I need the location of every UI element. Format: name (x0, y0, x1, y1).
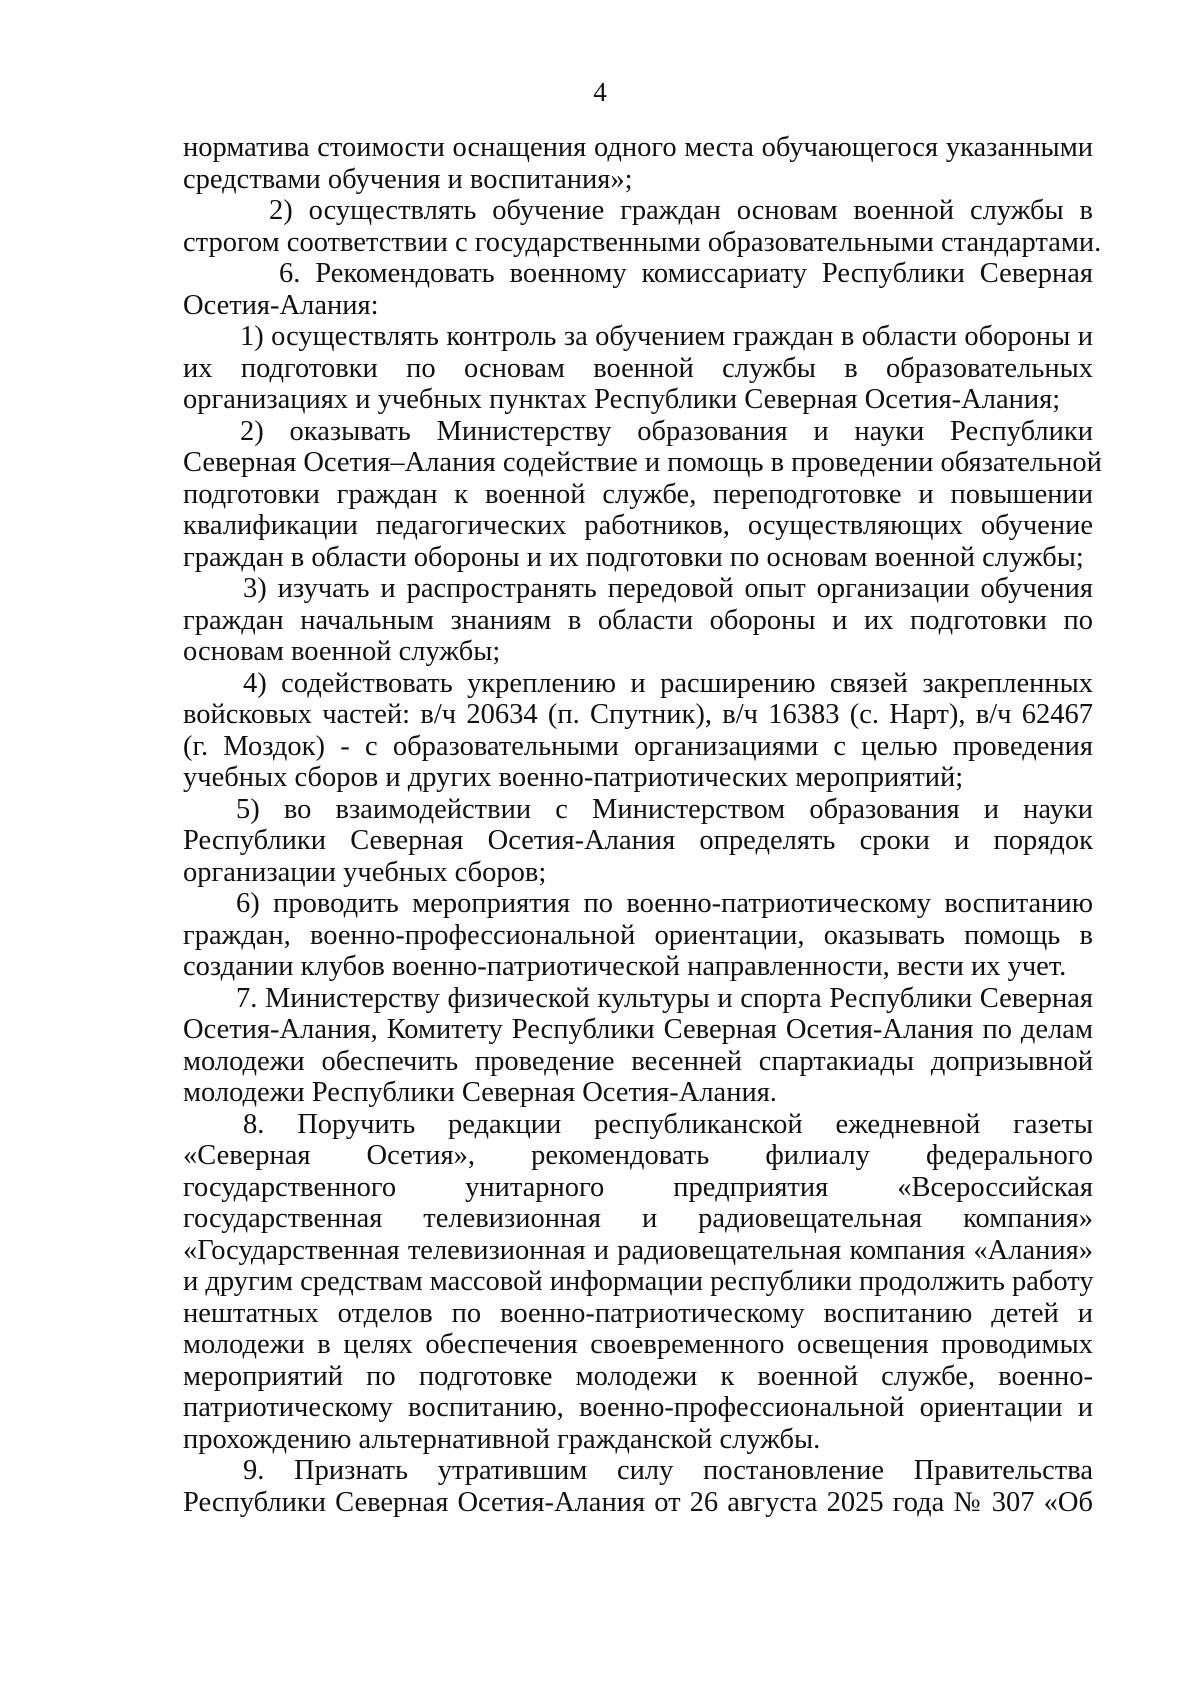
text-line: 1) осуществлять контроль за обучением граждан в области обороны и (240, 321, 1093, 352)
text-line: Осетия-Алания, Комитету Республики Северная Осетия-Алания по делам (183, 1014, 1093, 1045)
text-line: 9. Признать утратившим силу постановление Правительства (243, 1455, 1093, 1486)
text-line: молодежи обеспечить проведение весенней спартакиады допризывной (183, 1045, 1093, 1077)
text-line: 7. Министерству физической культуры и спорта Республики Северная (236, 982, 1093, 1014)
text-line: Республики Северная Осетия-Алания от 26 августа 2025 года № 307 «Об (183, 1486, 1093, 1518)
text-line: 8. Поручить редакции республиканской ежедневной газеты (243, 1108, 1093, 1140)
text-line: государственная телевизионная и радиовещательная компания» (183, 1203, 1093, 1234)
text-line: мероприятий по подготовке молодежи к военной службе, военно- (183, 1360, 1093, 1392)
text-line: войсковых частей: в/ч 20634 (п. Спутник), в/ч 16383 (с. Нарт), в/ч 62467 (183, 699, 1093, 730)
text-line: «Северная Осетия», рекомендовать филиалу федерального (183, 1140, 1093, 1171)
document-body (183, 132, 1102, 1518)
text-line: граждан в области обороны и их подготовки по основам военной службы; (183, 541, 1084, 573)
text-line: патриотическому воспитанию, военно-профессиональной ориентации и (183, 1392, 1093, 1423)
text-line: строгом соответствии с государственными образовательными стандартами. (183, 226, 1102, 258)
text-line: граждан, военно-профессиональной ориентации, оказывать помощь в (183, 919, 1093, 951)
text-line: «Государственная телевизионная и радиовещательная компания «Алания» (183, 1234, 1093, 1266)
text-line: и другим средствам массовой информации республики продолжить работу (183, 1266, 1094, 1297)
text-line: создании клубов военно-патриотической направленности, вести их учет. (183, 951, 1067, 982)
text-line: основам военной службы; (183, 636, 501, 667)
text-line: Республики Северная Осетия-Алания определять сроки и порядок (183, 825, 1093, 856)
text-line: молодежи Республики Северная Осетия-Алания. (183, 1077, 777, 1108)
text-line: организации учебных сборов; (183, 856, 547, 888)
text-line: молодежи в целях обеспечения своевременного освещения проводимых (183, 1329, 1093, 1360)
text-line: 6. Рекомендовать военному комиссариату Республики Северная (279, 258, 1093, 289)
text-line: 6) проводить мероприятия по военно-патриотическому воспитанию (236, 888, 1093, 919)
text-line: граждан начальным знаниям в области обороны и их подготовки по (183, 604, 1093, 636)
text-line: 5) во взаимодействии с Министерством образования и науки (236, 793, 1093, 825)
text-line: нештатных отделов по военно-патриотическому воспитанию детей и (183, 1297, 1093, 1329)
text-line: (г. Моздок) - с образовательными организациями с целью проведения (183, 730, 1093, 762)
text-line: учебных сборов и других военно-патриотических мероприятий; (183, 762, 964, 793)
text-line: средствами обучения и воспитания»; (183, 163, 633, 195)
text-line: 3) изучать и распространять передовой опыт организации обучения (243, 573, 1093, 604)
text-line: норматива стоимости оснащения одного места обучающегося указанными (183, 132, 1093, 163)
text-line: государственного унитарного предприятия «Всероссийская (183, 1171, 1093, 1203)
text-line: прохождению альтернативной гражданской службы. (183, 1423, 821, 1455)
text-line: Северная Осетия–Алания содействие и помощь в проведении обязательной (183, 447, 1102, 478)
text-line: квалификации педагогических работников, осуществляющих обучение (183, 510, 1093, 541)
page-number: 4 (593, 77, 607, 107)
text-line: их подготовки по основам военной службы в образовательных (183, 352, 1093, 384)
text-line: 4) содействовать укреплению и расширению связей закрепленных (243, 667, 1093, 699)
text-line: подготовки граждан к военной службе, переподготовке и повышении (183, 478, 1093, 510)
text-line: 2) осуществлять обучение граждан основам военной службы в (269, 195, 1093, 226)
text-line: Осетия-Алания: (183, 289, 379, 321)
text-line: 2) оказывать Министерству образования и науки Республики (240, 415, 1093, 447)
text-line: организациях и учебных пунктах Республики Северная Осетия-Алания; (183, 384, 1061, 415)
